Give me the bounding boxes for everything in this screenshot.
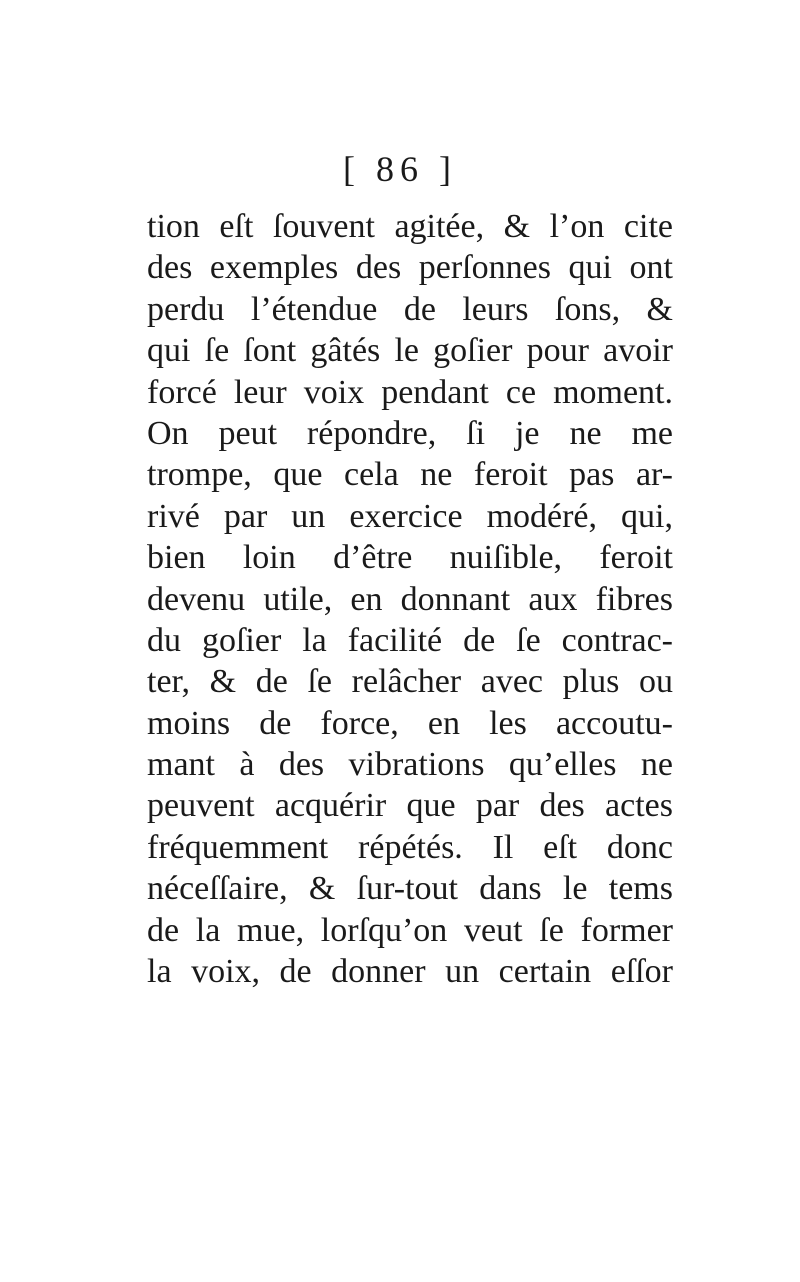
text-line: de la mue, lorſqu’on veut ſe former [147, 911, 673, 949]
page-number: [ 86 ] [343, 149, 457, 189]
text-line: néceſſaire, & ſur-tout dans le tems [147, 870, 673, 908]
text-line: tion eſt ſouvent agitée, & l’on cite [147, 208, 673, 245]
text-line: moins de force, en les accoutu- [147, 704, 673, 742]
body-text [147, 206, 673, 992]
text-line: des exemples des perſonnes qui ont [147, 249, 673, 287]
text-line: du goſier la facilité de ſe contrac- [147, 621, 673, 659]
text-line: mant à des vibrations qu’elles ne [147, 746, 673, 784]
text-line: trompe, que cela ne feroit pas ar- [147, 456, 673, 494]
text-line: forcé leur voix pendant ce moment. [147, 373, 673, 411]
text-line: On peut répondre, ſi je ne me [147, 414, 673, 452]
text-line: perdu l’étendue de leurs ſons, & [147, 290, 673, 328]
text-line: la voix, de donner un certain eſſor [147, 953, 673, 991]
text-line: bien loin d’être nuiſible, feroit [147, 539, 673, 577]
text-line: rivé par un exercice modéré, qui, [147, 497, 673, 535]
text-line: peuvent acquérir que par des actes [147, 787, 673, 825]
text-line: ter, & de ſe relâcher avec plus ou [147, 663, 673, 701]
text-line: qui ſe ſont gâtés le goſier pour avoir [147, 332, 673, 370]
text-line: fréquemment répétés. Il eſt donc [147, 828, 673, 866]
text-line: devenu utile, en donnant aux fibres [147, 580, 673, 618]
